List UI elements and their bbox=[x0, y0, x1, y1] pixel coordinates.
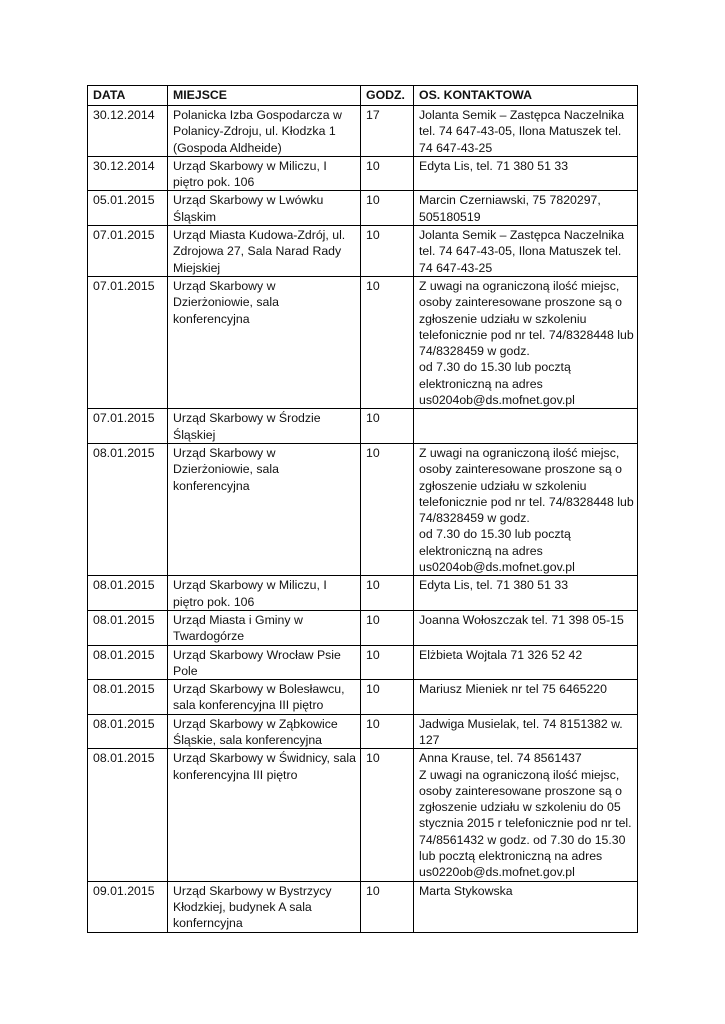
cell-contact: Edyta Lis, tel. 71 380 51 33 bbox=[414, 576, 638, 611]
cell-place: Urząd Skarbowy w Miliczu, I piętro pok. 106 bbox=[168, 156, 361, 191]
cell-hour: 10 bbox=[361, 409, 414, 444]
cell-contact: Joanna Wołoszczak tel. 71 398 05-15 bbox=[414, 610, 638, 645]
header-row bbox=[88, 86, 638, 106]
cell-hour: 10 bbox=[361, 156, 414, 191]
table-row bbox=[88, 276, 638, 408]
table-row bbox=[88, 106, 638, 157]
cell-contact: Jolanta Semik – Zastępca Naczelnika tel. 74 647-43-05, Ilona Matuszek tel. 74 647-43-25 bbox=[414, 106, 638, 157]
table-row bbox=[88, 409, 638, 444]
table-row bbox=[88, 645, 638, 680]
cell-contact: Elżbieta Wojtala 71 326 52 42 bbox=[414, 645, 638, 680]
cell-date: 08.01.2015 bbox=[88, 645, 168, 680]
cell-hour: 10 bbox=[361, 276, 414, 408]
cell-contact: Z uwagi na ograniczoną ilość miejsc, osoby zainteresowane proszone są o zgłoszenie udziału w szkoleniu telefonicznie pod nr tel. 74/8328448 lub 74/8328459 w godz. od 7.30 do 15.30 lub pocztą elektroniczną na adres us0204ob@ds.mofnet.gov.pl bbox=[414, 443, 638, 575]
cell-hour: 10 bbox=[361, 881, 414, 932]
cell-hour: 10 bbox=[361, 191, 414, 226]
cell-date: 08.01.2015 bbox=[88, 443, 168, 575]
cell-place: Urząd Skarbowy w Bolesławcu, sala konferencyjna III piętro bbox=[168, 680, 361, 715]
table-body bbox=[88, 106, 638, 933]
cell-contact: Mariusz Mieniek nr tel 75 6465220 bbox=[414, 680, 638, 715]
cell-place: Urząd Skarbowy w Miliczu, I piętro pok. 106 bbox=[168, 576, 361, 611]
table-row bbox=[88, 156, 638, 191]
table-row bbox=[88, 576, 638, 611]
cell-hour: 10 bbox=[361, 645, 414, 680]
cell-place: Polanicka Izba Gospodarcza w Polanicy-Zdroju, ul. Kłodzka 1 (Gospoda Aldheide) bbox=[168, 106, 361, 157]
cell-hour: 17 bbox=[361, 106, 414, 157]
cell-date: 07.01.2015 bbox=[88, 409, 168, 444]
cell-date: 08.01.2015 bbox=[88, 680, 168, 715]
cell-date: 08.01.2015 bbox=[88, 610, 168, 645]
table-row bbox=[88, 610, 638, 645]
cell-place: Urząd Miasta Kudowa-Zdrój, ul. Zdrojowa 27, Sala Narad Rady Miejskiej bbox=[168, 226, 361, 277]
header-date: DATA bbox=[88, 86, 168, 106]
cell-date: 07.01.2015 bbox=[88, 226, 168, 277]
cell-contact: Marcin Czerniawski, 75 7820297, 505180519 bbox=[414, 191, 638, 226]
cell-contact: Edyta Lis, tel. 71 380 51 33 bbox=[414, 156, 638, 191]
cell-hour: 10 bbox=[361, 226, 414, 277]
cell-date: 08.01.2015 bbox=[88, 749, 168, 881]
cell-place: Urząd Skarbowy w Ząbkowice Śląskie, sala konferencyjna bbox=[168, 714, 361, 749]
header-place: MIEJSCE bbox=[168, 86, 361, 106]
cell-place: Urząd Skarbowy w Dzierżoniowie, sala konferencyjna bbox=[168, 276, 361, 408]
table-row bbox=[88, 881, 638, 932]
table-row bbox=[88, 714, 638, 749]
cell-date: 30.12.2014 bbox=[88, 106, 168, 157]
table-row bbox=[88, 226, 638, 277]
cell-place: Urząd Skarbowy w Bystrzycy Kłodzkiej, budynek A sala konferncyjna bbox=[168, 881, 361, 932]
cell-contact: Jadwiga Musielak, tel. 74 8151382 w. 127 bbox=[414, 714, 638, 749]
table-row bbox=[88, 680, 638, 715]
cell-hour: 10 bbox=[361, 610, 414, 645]
cell-date: 08.01.2015 bbox=[88, 714, 168, 749]
cell-hour: 10 bbox=[361, 443, 414, 575]
cell-place: Urząd Skarbowy w Dzierżoniowie, sala konferencyjna bbox=[168, 443, 361, 575]
table-row bbox=[88, 749, 638, 881]
cell-place: Urząd Skarbowy Wrocław Psie Pole bbox=[168, 645, 361, 680]
cell-contact bbox=[414, 409, 638, 444]
cell-contact: Jolanta Semik – Zastępca Naczelnika tel. 74 647-43-05, Ilona Matuszek tel. 74 647-43-25 bbox=[414, 226, 638, 277]
cell-date: 05.01.2015 bbox=[88, 191, 168, 226]
header-contact: OS. KONTAKTOWA bbox=[414, 86, 638, 106]
cell-hour: 10 bbox=[361, 714, 414, 749]
header-hour: GODZ. bbox=[361, 86, 414, 106]
cell-place: Urząd Skarbowy w Środzie Śląskiej bbox=[168, 409, 361, 444]
table-row bbox=[88, 191, 638, 226]
cell-hour: 10 bbox=[361, 749, 414, 881]
cell-date: 07.01.2015 bbox=[88, 276, 168, 408]
cell-hour: 10 bbox=[361, 680, 414, 715]
training-schedule-table bbox=[87, 85, 638, 933]
cell-contact: Z uwagi na ograniczoną ilość miejsc, osoby zainteresowane proszone są o zgłoszenie udziału w szkoleniu telefonicznie pod nr tel. 74/8328448 lub 74/8328459 w godz. od 7.30 do 15.30 lub pocztą elektroniczną na adres us0204ob@ds.mofnet.gov.pl bbox=[414, 276, 638, 408]
cell-contact: Anna Krause, tel. 74 8561437 Z uwagi na ograniczoną ilość miejsc, osoby zainteresowane proszone są o zgłoszenie udziału w szkoleniu do 05 stycznia 2015 r telefonicznie pod nr tel. 74/8561432 w godz. od 7.30 do 15.30 lub pocztą elektroniczną na adres us0220ob@ds.mofnet.gov.pl bbox=[414, 749, 638, 881]
cell-date: 30.12.2014 bbox=[88, 156, 168, 191]
cell-place: Urząd Miasta i Gminy w Twardogórze bbox=[168, 610, 361, 645]
table-row bbox=[88, 443, 638, 575]
cell-place: Urząd Skarbowy w Świdnicy, sala konferencyjna III piętro bbox=[168, 749, 361, 881]
cell-contact: Marta Stykowska bbox=[414, 881, 638, 932]
cell-place: Urząd Skarbowy w Lwówku Śląskim bbox=[168, 191, 361, 226]
cell-hour: 10 bbox=[361, 576, 414, 611]
cell-date: 09.01.2015 bbox=[88, 881, 168, 932]
table-header bbox=[88, 86, 638, 106]
cell-date: 08.01.2015 bbox=[88, 576, 168, 611]
